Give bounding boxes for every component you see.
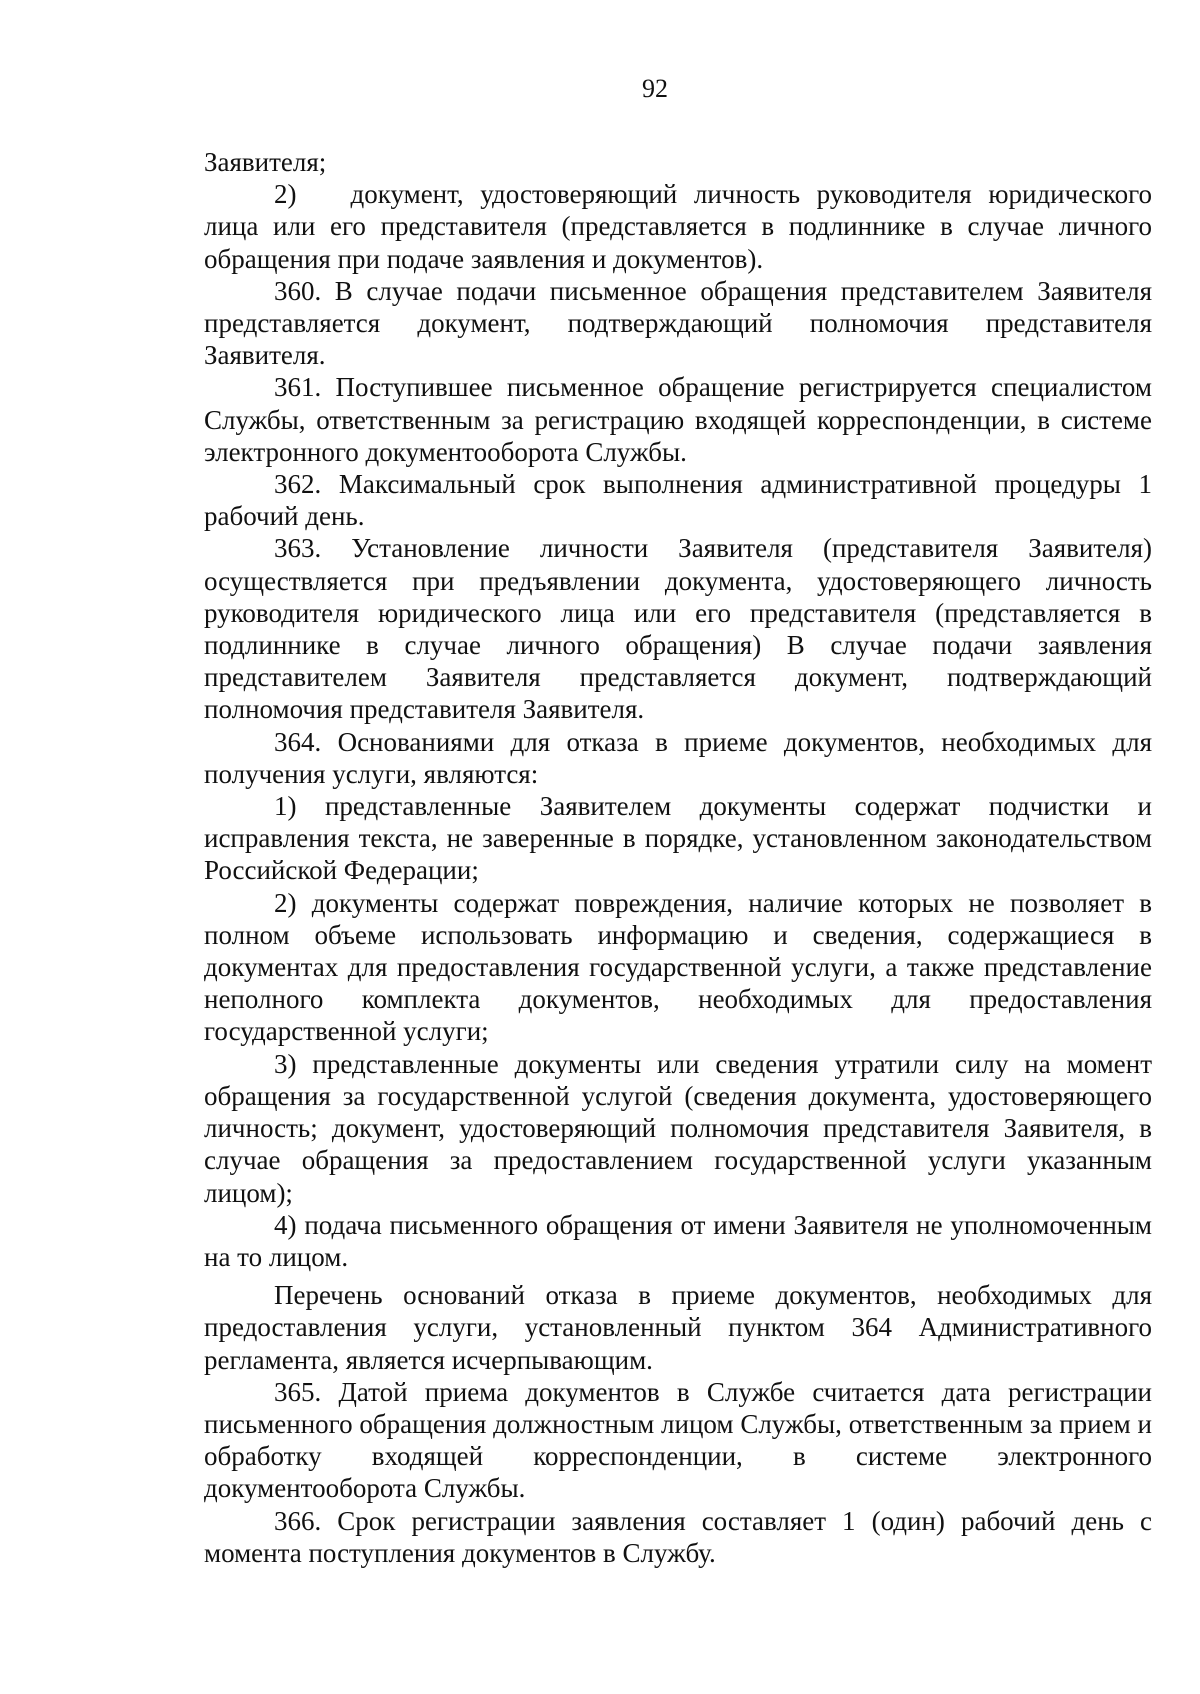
paragraph-362: 362. Максимальный срок выполнения административной процедуры 1 рабочий день. bbox=[204, 469, 1152, 532]
document-body bbox=[204, 146, 1152, 1569]
paragraph-item-2: 2) документ, удостоверяющий личность руководителя юридического лица или его представителя (представляется в подлиннике в случае личного обращения при подаче заявления и документов). bbox=[204, 179, 1152, 274]
paragraph-364-item-3: 3) представленные документы или сведения утратили силу на момент обращения за государственной услугой (сведения документа, удостоверяющего личность; документ, удостоверяющий полномочия представителя Заявителя, в случае обращения за предоставлением государственной услуги указанным лицом); bbox=[204, 1048, 1152, 1208]
paragraph-363: 363. Установление личности Заявителя (представителя Заявителя) осуществляется при предъявлении документа, удостоверяющего личность руководителя юридического лица или его представителя (представляется в подлиннике в случае личного обращения) В случае подачи заявления представителем Заявителя представляется документ, подтверждающий полномочия представителя Заявителя. bbox=[204, 533, 1152, 725]
paragraph-366: 366. Срок регистрации заявления составляет 1 (один) рабочий день с момента поступления документов в Службу. bbox=[204, 1505, 1152, 1568]
paragraph-continuation: Заявителя; bbox=[204, 147, 327, 177]
paragraph-361: 361. Поступившее письменное обращение регистрируется специалистом Службы, ответственным за регистрацию входящей корреспонденции, в системе электронного документооборота Службы. bbox=[204, 372, 1152, 467]
paragraph-364-item-2: 2) документы содержат повреждения, наличие которых не позволяет в полном объеме использовать информацию и сведения, содержащиеся в документах для предоставления государственной услуги, а также представление неполного комплекта документов, необходимых для предоставления государственной услуги; bbox=[204, 887, 1152, 1047]
paragraph-365: 365. Датой приема документов в Службе считается дата регистрации письменного обращения должностным лицом Службы, ответственным за прием и обработку входящей корреспонденции, в системе электронного документооборота Службы. bbox=[204, 1376, 1152, 1504]
paragraph-364-item-1: 1) представленные Заявителем документы содержат подчистки и исправления текста, не заверенные в порядке, установленном законодательством Российской Федерации; bbox=[204, 791, 1152, 886]
paragraph-364: 364. Основаниями для отказа в приеме документов, необходимых для получения услуги, являются: bbox=[204, 726, 1152, 789]
paragraph-exhaustive-list: Перечень оснований отказа в приеме документов, необходимых для предоставления услуги, установленный пунктом 364 Административного регламента, является исчерпывающим. bbox=[204, 1280, 1152, 1375]
paragraph-364-item-4: 4) подача письменного обращения от имени Заявителя не уполномоченным на то лицом. bbox=[204, 1209, 1152, 1272]
page-number: 92 bbox=[642, 74, 668, 103]
paragraph-360: 360. В случае подачи письменное обращения представителем Заявителя представляется документ, подтверждающий полномочия представителя Заявителя. bbox=[204, 275, 1152, 371]
